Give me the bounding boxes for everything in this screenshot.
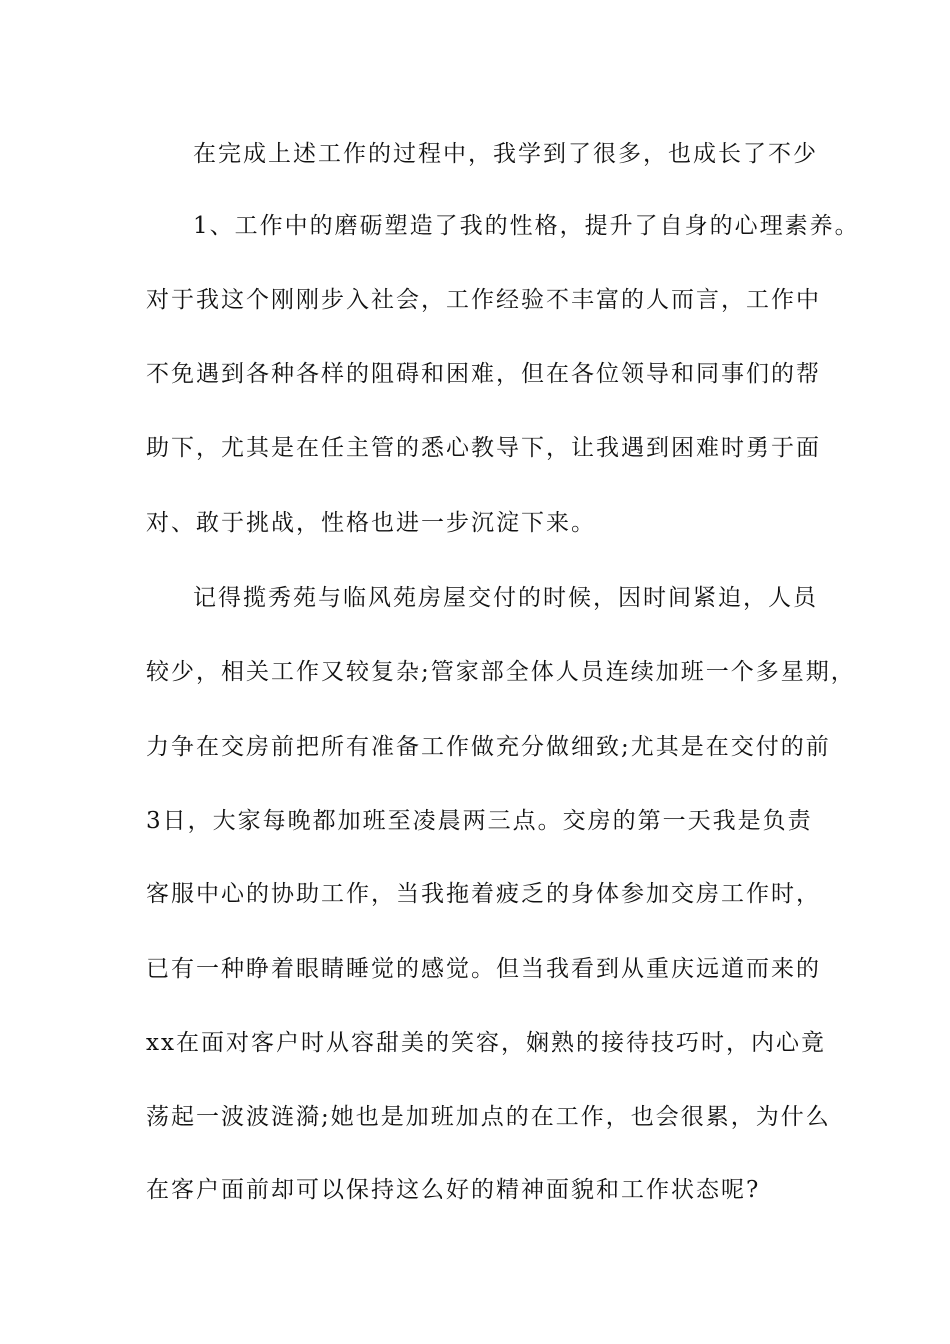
text-line: 3日，大家每晚都加班至凌晨两三点。交房的第一天我是负责 bbox=[146, 808, 813, 834]
text-line: 在完成上述工作的过程中，我学到了很多，也成长了不少 bbox=[193, 141, 818, 167]
text-line: 已有一种睁着眼睛睡觉的感觉。但当我看到从重庆远道而来的 bbox=[146, 956, 821, 982]
text-line: 客服中心的协助工作，当我拖着疲乏的身体参加交房工作时， bbox=[146, 881, 821, 907]
text-line: 不免遇到各种各样的阻碍和困难，但在各位领导和同事们的帮 bbox=[146, 361, 821, 387]
text-line: 荡起一波波涟漪;她也是加班加点的在工作，也会很累，为什么 bbox=[146, 1104, 831, 1130]
text-line: 助下，尤其是在任主管的悉心教导下，让我遇到困难时勇于面 bbox=[146, 435, 821, 461]
text-line: 1、工作中的磨砺塑造了我的性格，提升了自身的心理素养。 bbox=[193, 213, 860, 239]
text-line: 对于我这个刚刚步入社会，工作经验不丰富的人而言，工作中 bbox=[146, 287, 821, 313]
text-line: 在客户面前却可以保持这么好的精神面貌和工作状态呢? bbox=[146, 1177, 761, 1203]
text-line: xx在面对客户时从容甜美的笑容，娴熟的接待技巧时，内心竟 bbox=[146, 1030, 826, 1056]
text-line: 较少，相关工作又较复杂;管家部全体人员连续加班一个多星期， bbox=[146, 659, 856, 685]
text-line: 对、敢于挑战，性格也进一步沉淀下来。 bbox=[146, 510, 596, 536]
text-line: 力争在交房前把所有准备工作做充分做细致;尤其是在交付的前 bbox=[146, 734, 831, 760]
text-line: 记得揽秀苑与临风苑房屋交付的时候，因时间紧迫，人员 bbox=[193, 585, 818, 611]
